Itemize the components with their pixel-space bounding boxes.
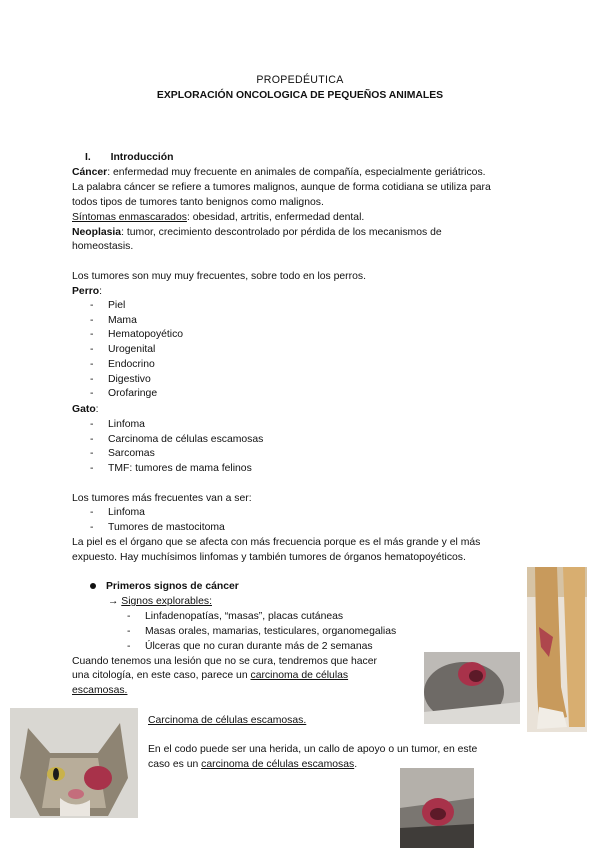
elbow-line-2-text: caso es un [148, 759, 202, 770]
dog-list-item-text: Endocrino [108, 358, 155, 370]
neoplasia-term: Neoplasia [72, 227, 122, 238]
dog-list-item [90, 328, 184, 343]
cat-list-item-text: TMF: tumores de mama felinos [108, 463, 252, 475]
dog-list-item-text: Urogenital [108, 344, 156, 356]
lesion-line-2-text: una citología, en este caso, parece un [72, 670, 251, 681]
dash-bullet: - [90, 344, 94, 356]
dash-bullet: - [90, 300, 94, 311]
lesion-photo-2 [400, 768, 474, 848]
skin-line-1: La piel es el órgano que se afecta con más frecuencia porque es el más grande y el más [72, 537, 481, 548]
dash-bullet: - [90, 419, 94, 430]
lesion-line-1: Cuando tenemos una lesión que no se cura, tendremos que hacer [72, 656, 377, 667]
skin-line-2: expuesto. Hay muchísimos linfomas y también tumores de órganos hematopoyéticos. [72, 552, 466, 563]
sign-item [127, 640, 373, 655]
dog-list-item-text: Hematopoyético [108, 329, 184, 341]
frequency-intro: Los tumores son muy muy frecuentes, sobre todo en los perros. [72, 271, 366, 282]
dog-leg-photo [527, 567, 587, 732]
section-title: Introducción [110, 152, 174, 163]
most-frequent-item-text: Linfoma [108, 507, 145, 518]
most-frequent-item-text: Tumores de mastocitoma [108, 521, 225, 533]
masked-symptoms [72, 211, 364, 226]
cancer-def: : enfermedad muy frecuente en animales de compañía, especialmente geriátricos. [107, 167, 486, 178]
cat-photo [10, 708, 138, 818]
dog-list-item [90, 314, 137, 329]
first-signs-title: Primeros signos de cáncer [106, 581, 239, 592]
elbow-line-2 [148, 758, 357, 773]
sign-item-text: Masas orales, mamarias, testiculares, organomegalias [145, 626, 397, 637]
cat-list-item-text: Carcinoma de células escamosas [108, 433, 264, 445]
masked-def: : obesidad, artritis, enfermedad dental. [186, 212, 365, 223]
dash-bullet: - [90, 329, 94, 341]
neoplasia-definition [72, 226, 442, 241]
cat-label-text: Gato [72, 404, 96, 415]
dog-colon: : [99, 286, 103, 297]
lesion-link-2: escamosas. [72, 685, 128, 696]
masked-term: Síntomas enmascarados [72, 212, 187, 223]
cat-list-item [90, 433, 264, 448]
dash-bullet: - [90, 448, 94, 460]
cancer-definition [72, 166, 486, 181]
dog-list-item [90, 299, 126, 314]
dash-bullet: - [90, 388, 94, 400]
sign-item [127, 625, 397, 640]
cat-list-item [90, 447, 155, 462]
lesion-line-2 [72, 669, 348, 684]
section-number: I. [85, 152, 91, 163]
first-signs-heading [90, 580, 239, 595]
section-heading [85, 151, 173, 166]
dog-list-item-text: Piel [108, 300, 126, 311]
most-frequent-item [90, 506, 145, 521]
cat-list-item-text: Linfoma [108, 419, 145, 430]
elbow-line-1: En el codo puede ser una herida, un callo de apoyo o un tumor, en este [148, 744, 478, 755]
photo-caption: Carcinoma de células escamosas. [148, 715, 307, 726]
dash-bullet: - [90, 314, 94, 326]
cat-label [72, 403, 99, 418]
page-title: EXPLORACIÓN ONCOLOGICA DE PEQUEÑOS ANIMALES [156, 90, 444, 101]
cat-list-item [90, 418, 145, 433]
cat-colon: : [95, 404, 99, 415]
lesion-photo-1 [424, 652, 520, 724]
intro-line-2: La palabra cáncer se refiere a tumores malignos, aunque de forma cotidiana se utiliza para [72, 182, 491, 193]
dog-list-item [90, 373, 151, 388]
arrow-icon: → [108, 596, 119, 607]
dog-list-item [90, 387, 158, 402]
dash-bullet: - [127, 611, 131, 622]
sign-item-text: Linfadenopatías, “masas”, placas cutáneas [145, 611, 344, 622]
dash-bullet: - [90, 521, 94, 533]
bullet-icon [90, 583, 96, 589]
dash-bullet: - [127, 626, 131, 637]
sign-item-text: Úlceras que no curan durante más de 2 semanas [145, 641, 373, 652]
intro-line-3: todos tipos de tumores tanto benignos como malignos. [72, 197, 324, 208]
sign-item [127, 610, 344, 625]
dog-label-text: Perro [72, 286, 100, 297]
dash-bullet: - [90, 358, 94, 370]
neoplasia-line-2: homeostasis. [72, 241, 134, 252]
lesion-link-1: carcinoma de células [250, 670, 349, 681]
elbow-end: . [354, 759, 358, 770]
dog-list-item [90, 358, 155, 373]
dash-bullet: - [90, 433, 94, 445]
cat-list-item [90, 462, 252, 477]
dog-label [72, 285, 102, 300]
dash-bullet: - [127, 641, 131, 652]
dash-bullet: - [90, 373, 94, 385]
explorable-label: Signos explorables: [121, 596, 212, 607]
dog-list-item [90, 343, 156, 358]
cancer-term: Cáncer [72, 167, 108, 178]
cat-list-item-text: Sarcomas [108, 448, 155, 460]
neoplasia-def: : tumor, crecimiento descontrolado por pérdida de los mecanismos de [121, 227, 442, 238]
dog-list-item-text: Orofaringe [108, 388, 158, 400]
elbow-link: carcinoma de células escamosas [201, 759, 355, 770]
dash-bullet: - [90, 463, 94, 475]
dog-list-item-text: Digestivo [108, 373, 151, 385]
most-frequent-item [90, 521, 225, 536]
most-frequent-intro: Los tumores más frecuentes van a ser: [72, 493, 252, 504]
course-title: PROPEDÉUTICA [256, 74, 344, 86]
dash-bullet: - [90, 507, 94, 518]
explorable-signs [108, 595, 212, 610]
dog-list-item-text: Mama [108, 314, 137, 326]
